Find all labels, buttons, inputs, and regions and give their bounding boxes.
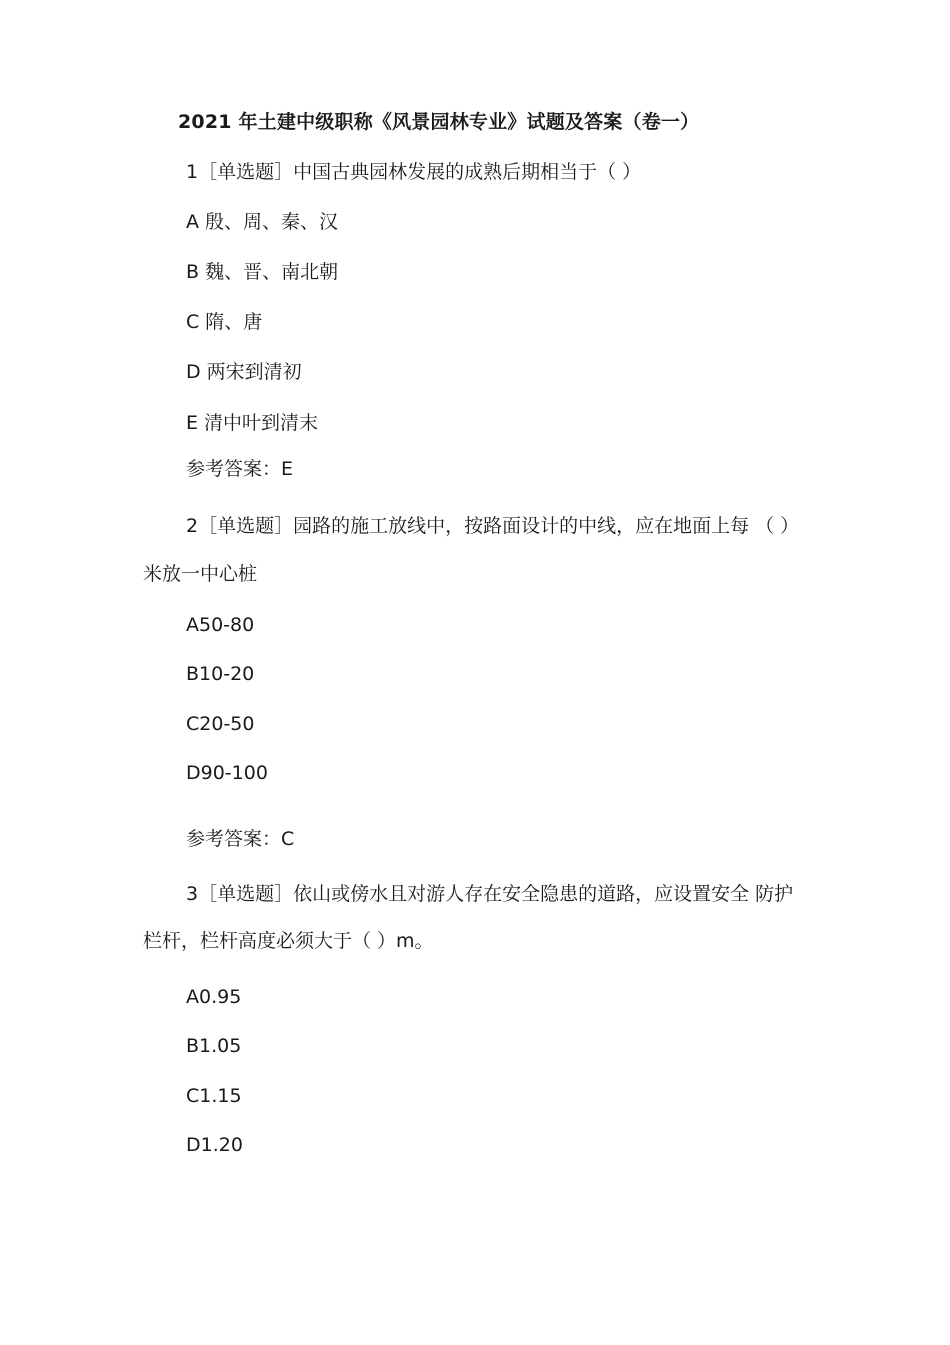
question-2-option-c: C20-50 xyxy=(186,713,255,735)
question-2-option-a: A50-80 xyxy=(186,614,255,636)
question-1-option-e: E 清中叶到清末 xyxy=(186,412,319,434)
question-2-option-b: B10-20 xyxy=(186,663,255,685)
question-1-option-b: B 魏、晋、南北朝 xyxy=(186,261,339,283)
question-2-answer: 参考答案：C xyxy=(186,828,295,850)
question-3-stem: 3［单选题］依山或傍水且对游人存在安全隐患的道路，应设置安全 防护 xyxy=(186,883,794,905)
question-1-option-c: C 隋、唐 xyxy=(186,311,263,333)
question-3-option-a: A0.95 xyxy=(186,986,242,1008)
question-1-option-d: D 两宋到清初 xyxy=(186,361,302,383)
question-3-stem-continued: 栏杆，栏杆高度必须大于（ ）m。 xyxy=(143,930,434,952)
question-1-answer: 参考答案：E xyxy=(186,458,294,480)
question-2-stem: 2［单选题］园路的施工放线中，按路面设计的中线，应在地面上每 （ ） xyxy=(186,515,800,537)
question-2-stem-continued: 米放一中心桩 xyxy=(143,563,258,585)
document-title: 2021 年土建中级职称《风景园林专业》试题及答案（卷一） xyxy=(178,111,700,133)
question-3-option-c: C1.15 xyxy=(186,1085,242,1107)
question-3-option-d: D1.20 xyxy=(186,1134,243,1156)
question-1-stem: 1［单选题］中国古典园林发展的成熟后期相当于（ ） xyxy=(186,161,642,183)
question-1-option-a: A 殷、周、秦、汉 xyxy=(186,211,339,233)
question-3-option-b: B1.05 xyxy=(186,1035,242,1057)
question-2-option-d: D90-100 xyxy=(186,762,268,784)
